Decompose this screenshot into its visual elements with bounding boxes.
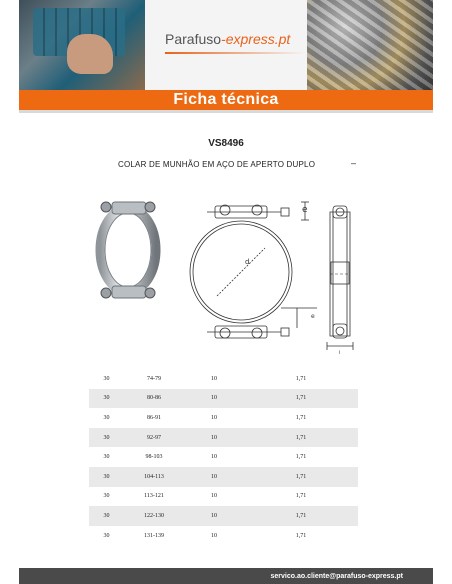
table-cell: 1,71 (244, 428, 358, 448)
table-cell: 1,71 (295, 493, 307, 500)
table-cell: 1,71 (244, 389, 358, 409)
table-cell: 1,71 (295, 454, 307, 461)
screws-texture (307, 0, 433, 90)
table-row (89, 487, 358, 507)
table-cell: 10 (184, 506, 244, 526)
table-cell: 10 (211, 493, 217, 500)
table-cell: 10 (211, 414, 217, 421)
table-cell: 1,71 (244, 506, 358, 526)
table-cell: 10 (211, 454, 217, 461)
spec-table (89, 369, 358, 545)
technical-drawing (185, 196, 375, 356)
table-cell: 122-130 (124, 506, 184, 526)
product-description: COLAR DE MUNHÃO EM AÇO DE APERTO DUPLO (118, 160, 316, 169)
tools-photo (19, 0, 145, 90)
footer-bar (19, 568, 433, 584)
table-cell: 30 (103, 375, 110, 382)
table-row (89, 389, 358, 409)
hand-image (67, 34, 113, 74)
table-cell: 30 (89, 389, 124, 409)
table-cell: 74-79 (147, 375, 161, 382)
contact-email[interactable]: servico.ao.cliente@parafuso-express.pt (270, 572, 403, 580)
width-label-top: e (302, 205, 308, 215)
table-cell: 10 (184, 389, 244, 409)
screws-photo (307, 0, 433, 90)
title-bar-shadow (19, 110, 433, 113)
table-cell: 30 (103, 414, 110, 421)
table-cell: 104-113 (124, 467, 184, 487)
brand-name: Parafuso (165, 31, 222, 47)
table-cell: 1,71 (244, 467, 358, 487)
table-cell: 131-139 (144, 532, 164, 539)
product-code: VS8496 (208, 138, 244, 149)
description-dash: – (351, 158, 357, 168)
clamp-photo (92, 196, 162, 304)
table-cell: 30 (89, 428, 124, 448)
section-title-bar (19, 90, 433, 110)
table-cell: 80-86 (124, 389, 184, 409)
table-row (89, 526, 358, 546)
table-row (89, 467, 358, 487)
table-cell: 10 (211, 532, 217, 539)
table-row (89, 369, 358, 389)
table-cell: 86-91 (147, 414, 161, 421)
table-cell: 1,71 (295, 532, 307, 539)
table-cell: 1,71 (295, 375, 307, 382)
table-cell: 98-103 (145, 454, 163, 461)
table-cell: 113-121 (144, 493, 164, 500)
table-cell: 10 (211, 375, 217, 382)
header-banner (19, 0, 433, 90)
table-cell: 10 (184, 467, 244, 487)
table-cell: 1,71 (295, 414, 307, 421)
table-row (89, 447, 358, 467)
brand-logo (165, 31, 290, 47)
table-cell: 30 (103, 454, 110, 461)
diameter-label: d (245, 258, 250, 266)
table-cell: 30 (89, 506, 124, 526)
table-cell: 30 (103, 493, 110, 500)
table-cell: 30 (103, 532, 110, 539)
table-row (89, 428, 358, 448)
table-cell: 30 (89, 467, 124, 487)
table-cell: 92-97 (124, 428, 184, 448)
table-cell: 10 (184, 428, 244, 448)
table-row (89, 408, 358, 428)
width-label-bottom: e (311, 313, 315, 320)
brand-underline (165, 52, 305, 54)
section-title: Ficha técnica (173, 91, 279, 108)
brand-suffix: -express.pt (221, 31, 291, 47)
length-label: i (339, 350, 341, 356)
table-row (89, 506, 358, 526)
